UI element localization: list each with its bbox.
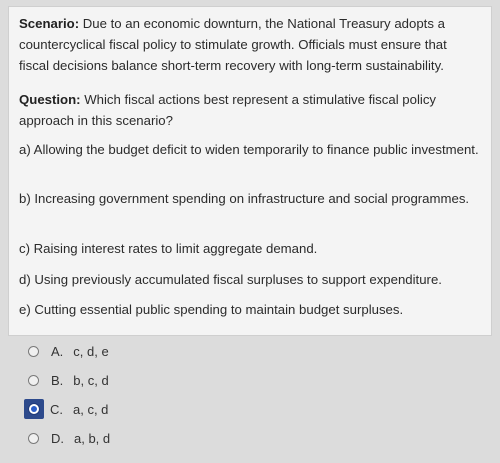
radio-selected-highlight[interactable] — [24, 399, 44, 419]
statement-d: d) Using previously accumulated fiscal surpluses to support expenditure. — [19, 272, 442, 287]
scenario-label: Scenario: — [19, 16, 80, 31]
option-text: c, d, e — [73, 343, 109, 359]
statement-c: c) Raising interest rates to limit aggregate demand. — [19, 241, 318, 256]
answer-option-d[interactable] — [24, 426, 110, 450]
statement-b: b) Increasing government spending on infrastructure and social programmes. — [19, 191, 470, 206]
option-letter: C. — [50, 401, 63, 417]
radio-unchecked-icon[interactable] — [28, 433, 39, 444]
question-label: Question: — [19, 92, 81, 107]
radio-unchecked-icon[interactable] — [28, 375, 39, 386]
option-letter: D. — [51, 430, 64, 446]
answer-option-b[interactable] — [24, 368, 109, 392]
question-card — [8, 6, 492, 336]
option-text: a, b, d — [74, 430, 111, 446]
radio-dot-icon — [31, 406, 37, 412]
question-paragraph — [19, 89, 479, 131]
radio-unchecked-icon[interactable] — [28, 346, 39, 357]
answer-option-c[interactable] — [24, 397, 108, 421]
radio-checked-icon[interactable] — [28, 403, 40, 415]
option-letter: B. — [51, 372, 64, 388]
option-letter: A. — [51, 343, 64, 359]
option-text: b, c, d — [73, 372, 109, 388]
question-text: Which fiscal actions best represent a stimulative fiscal policy approach in this scenario? — [19, 92, 437, 128]
scenario-text: Due to an economic downturn, the National Treasury adopts a countercyclical fiscal policy to stimulate growth. Officials must ensure that fiscal decisions balance short-term recovery with long-term sustainability. — [19, 16, 447, 73]
statement-e: e) Cutting essential public spending to maintain budget surpluses. — [19, 302, 404, 317]
statement-a: a) Allowing the budget deficit to widen temporarily to finance public investment. — [19, 142, 479, 157]
answer-option-a[interactable] — [24, 339, 109, 363]
scenario-paragraph — [19, 13, 479, 76]
answer-choices — [0, 336, 500, 463]
option-text: a, c, d — [73, 401, 109, 417]
